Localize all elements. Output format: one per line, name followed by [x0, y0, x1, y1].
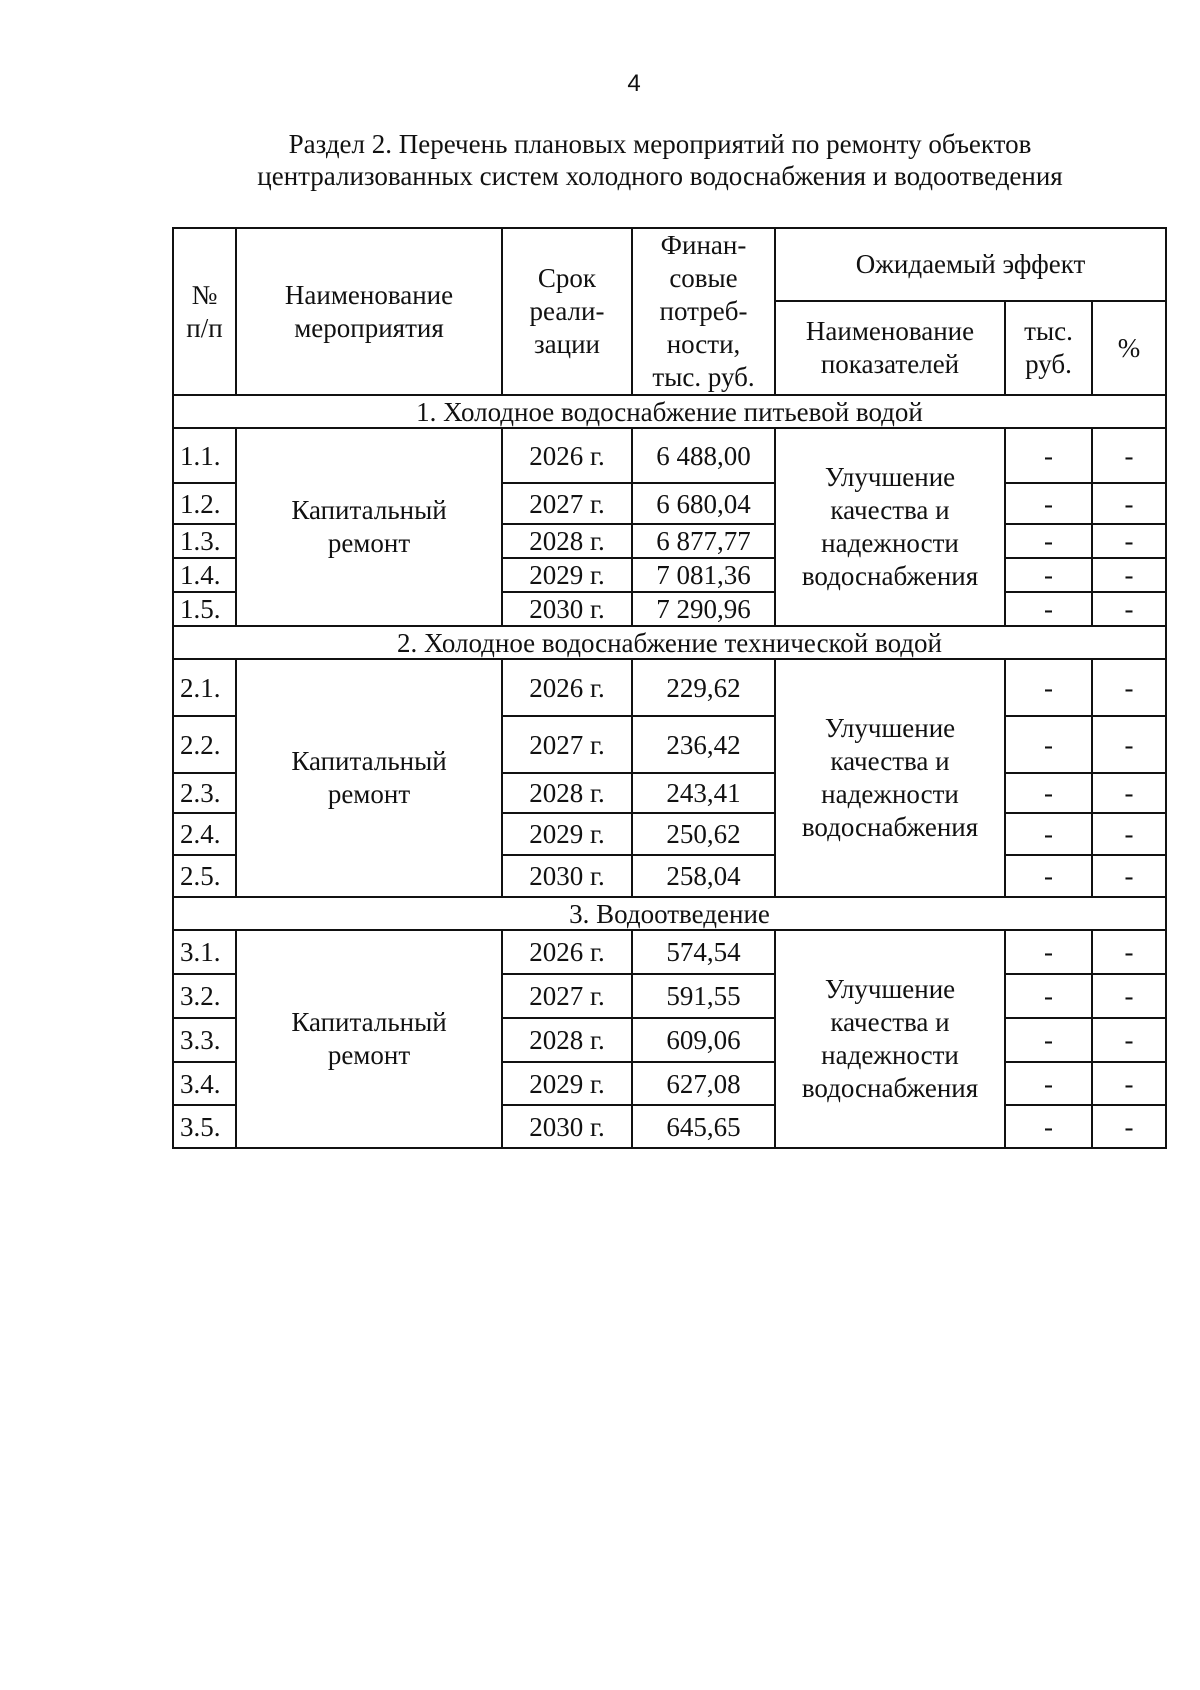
header-num: № п/п: [173, 228, 236, 395]
header-activity-name: Наименование мероприятия: [236, 228, 502, 395]
thousand-cell: -: [1005, 813, 1092, 855]
amount-cell: 6 680,04: [632, 483, 775, 524]
section-1-body: [173, 395, 1166, 626]
row-number: 1.1.: [173, 428, 236, 483]
term-cell: 2030 г.: [502, 592, 632, 626]
thousand-cell: -: [1005, 1018, 1092, 1062]
percent-cell: -: [1092, 558, 1166, 592]
amount-cell: 6 488,00: [632, 428, 775, 483]
section-heading: 2. Холодное водоснабжение технической водой: [173, 626, 1166, 659]
row-number: 3.4.: [173, 1062, 236, 1105]
term-cell: 2026 г.: [502, 659, 632, 716]
term-cell: 2028 г.: [502, 1018, 632, 1062]
row-number: 1.2.: [173, 483, 236, 524]
percent-cell: -: [1092, 592, 1166, 626]
row-number: 3.1.: [173, 930, 236, 974]
term-cell: 2026 г.: [502, 428, 632, 483]
term-cell: 2027 г.: [502, 716, 632, 773]
thousand-cell: -: [1005, 855, 1092, 897]
amount-cell: 645,65: [632, 1105, 775, 1148]
amount-cell: 243,41: [632, 773, 775, 813]
header-indicators: Наименование показателей: [775, 301, 1005, 395]
term-cell: 2026 г.: [502, 930, 632, 974]
percent-cell: -: [1092, 974, 1166, 1018]
row-number: 2.5.: [173, 855, 236, 897]
amount-cell: 627,08: [632, 1062, 775, 1105]
thousand-cell: -: [1005, 974, 1092, 1018]
row-number: 2.4.: [173, 813, 236, 855]
thousand-cell: -: [1005, 773, 1092, 813]
section-title: [180, 128, 1140, 192]
amount-cell: 6 877,77: [632, 524, 775, 558]
thousand-cell: -: [1005, 930, 1092, 974]
term-cell: 2029 г.: [502, 813, 632, 855]
term-cell: 2029 г.: [502, 558, 632, 592]
row-number: 3.3.: [173, 1018, 236, 1062]
term-cell: 2028 г.: [502, 524, 632, 558]
indicator-name: Улучшение качества и надежности водоснабжения: [775, 428, 1005, 626]
indicator-name: Улучшение качества и надежности водоснабжения: [775, 930, 1005, 1148]
section-title-line-1: Раздел 2. Перечень плановых мероприятий по ремонту объектов: [288, 129, 1032, 159]
thousand-cell: -: [1005, 558, 1092, 592]
percent-cell: -: [1092, 1018, 1166, 1062]
section-heading: 3. Водоотведение: [173, 897, 1166, 930]
thousand-cell: -: [1005, 1105, 1092, 1148]
section-title-line-2: централизованных систем холодного водоснабжения и водоотведения: [257, 161, 1063, 191]
percent-cell: -: [1092, 930, 1166, 974]
header-thousand-rub: тыс. руб.: [1005, 301, 1092, 395]
amount-cell: 229,62: [632, 659, 775, 716]
activity-name: Капитальный ремонт: [236, 428, 502, 626]
row-number: 1.5.: [173, 592, 236, 626]
table-header: [173, 228, 1166, 395]
thousand-cell: -: [1005, 1062, 1092, 1105]
section-2-body: [173, 626, 1166, 897]
header-financial-needs: Финан- совые потреб- ности, тыс. руб.: [632, 228, 775, 395]
percent-cell: -: [1092, 773, 1166, 813]
term-cell: 2027 г.: [502, 483, 632, 524]
term-cell: 2030 г.: [502, 855, 632, 897]
amount-cell: 591,55: [632, 974, 775, 1018]
percent-cell: -: [1092, 1062, 1166, 1105]
activity-name: Капитальный ремонт: [236, 659, 502, 897]
amount-cell: 258,04: [632, 855, 775, 897]
header-expected-effect: Ожидаемый эффект: [775, 228, 1166, 301]
amount-cell: 7 081,36: [632, 558, 775, 592]
section-3-body: [173, 897, 1166, 1148]
amount-cell: 250,62: [632, 813, 775, 855]
percent-cell: -: [1092, 716, 1166, 773]
amount-cell: 574,54: [632, 930, 775, 974]
thousand-cell: -: [1005, 483, 1092, 524]
indicator-name: Улучшение качества и надежности водоснабжения: [775, 659, 1005, 897]
term-cell: 2029 г.: [502, 1062, 632, 1105]
section-heading: 1. Холодное водоснабжение питьевой водой: [173, 395, 1166, 428]
percent-cell: -: [1092, 855, 1166, 897]
amount-cell: 609,06: [632, 1018, 775, 1062]
thousand-cell: -: [1005, 592, 1092, 626]
percent-cell: -: [1092, 524, 1166, 558]
row-number: 3.5.: [173, 1105, 236, 1148]
activities-table: [172, 227, 1167, 1149]
term-cell: 2028 г.: [502, 773, 632, 813]
page-number: 4: [627, 70, 641, 97]
percent-cell: -: [1092, 483, 1166, 524]
thousand-cell: -: [1005, 524, 1092, 558]
row-number: 1.3.: [173, 524, 236, 558]
header-percent: %: [1092, 301, 1166, 395]
percent-cell: -: [1092, 659, 1166, 716]
percent-cell: -: [1092, 428, 1166, 483]
amount-cell: 236,42: [632, 716, 775, 773]
header-term: Срок реали- зации: [502, 228, 632, 395]
thousand-cell: -: [1005, 659, 1092, 716]
row-number: 2.2.: [173, 716, 236, 773]
percent-cell: -: [1092, 813, 1166, 855]
row-number: 2.3.: [173, 773, 236, 813]
term-cell: 2027 г.: [502, 974, 632, 1018]
row-number: 1.4.: [173, 558, 236, 592]
thousand-cell: -: [1005, 716, 1092, 773]
amount-cell: 7 290,96: [632, 592, 775, 626]
thousand-cell: -: [1005, 428, 1092, 483]
percent-cell: -: [1092, 1105, 1166, 1148]
activity-name: Капитальный ремонт: [236, 930, 502, 1148]
term-cell: 2030 г.: [502, 1105, 632, 1148]
row-number: 2.1.: [173, 659, 236, 716]
row-number: 3.2.: [173, 974, 236, 1018]
